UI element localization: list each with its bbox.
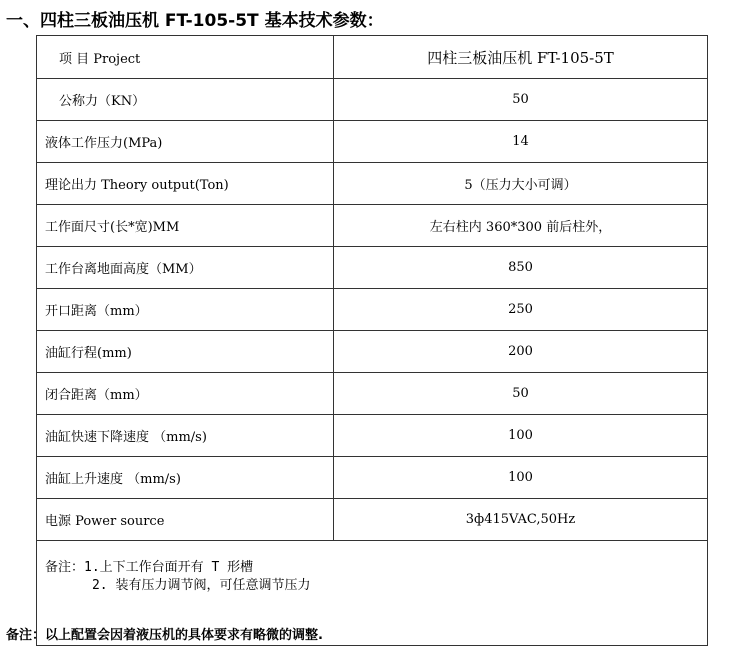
spec-row-value: 14: [334, 121, 708, 163]
spec-row: [37, 205, 708, 247]
spec-row-value: 850: [334, 247, 708, 289]
note-line: 备注：1.上下工作台面开有 T 形槽: [45, 560, 254, 575]
spec-table-header-row: [37, 36, 708, 79]
spec-row-label: 公称力（KN）: [37, 79, 334, 121]
spec-row: [37, 79, 708, 121]
spec-row: [37, 457, 708, 499]
spec-row-label: 理论出力 Theory output(Ton): [37, 163, 334, 205]
spec-row-value: 5（压力大小可调）: [334, 163, 708, 205]
spec-row: [37, 163, 708, 205]
spec-row-value: 200: [334, 331, 708, 373]
spec-row-label: 工作台离地面高度（MM）: [37, 247, 334, 289]
footer-note: 备注：以上配置会因着液压机的具体要求有略微的调整.: [6, 628, 323, 643]
spec-row: [37, 499, 708, 541]
spec-row: [37, 121, 708, 163]
spec-row: [37, 247, 708, 289]
header-label: 项 目 Project: [37, 36, 334, 79]
spec-row-label: 液体工作压力(MPa): [37, 121, 334, 163]
spec-row-value: 100: [334, 415, 708, 457]
spec-row-label: 油缸行程(mm): [37, 331, 334, 373]
spec-row-label: 油缸快速下降速度 （mm/s): [37, 415, 334, 457]
spec-row: [37, 331, 708, 373]
spec-row-label: 工作面尺寸(长*宽)MM: [37, 205, 334, 247]
spec-row-value: 左右柱内 360*300 前后柱外，: [334, 205, 708, 247]
spec-row-value: 3ф415VAC,50Hz: [334, 499, 708, 541]
spec-row-value: 100: [334, 457, 708, 499]
note-line: 2. 装有压力调节阀，可任意调节压力: [45, 578, 311, 593]
spec-row-value: 50: [334, 79, 708, 121]
header-value: 四柱三板油压机 FT-105-5T: [334, 36, 708, 79]
page-heading: 一、四柱三板油压机 FT-105-5T 基本技术参数：: [6, 11, 384, 31]
spec-row: [37, 373, 708, 415]
spec-row-label: 电源 Power source: [37, 499, 334, 541]
spec-row: [37, 415, 708, 457]
spec-table: [36, 35, 708, 646]
spec-row-label: 油缸上升速度 （mm/s): [37, 457, 334, 499]
spec-row-label: 开口距离（mm）: [37, 289, 334, 331]
spec-row-label: 闭合距离（mm）: [37, 373, 334, 415]
spec-row-value: 250: [334, 289, 708, 331]
spec-row: [37, 289, 708, 331]
spec-row-value: 50: [334, 373, 708, 415]
